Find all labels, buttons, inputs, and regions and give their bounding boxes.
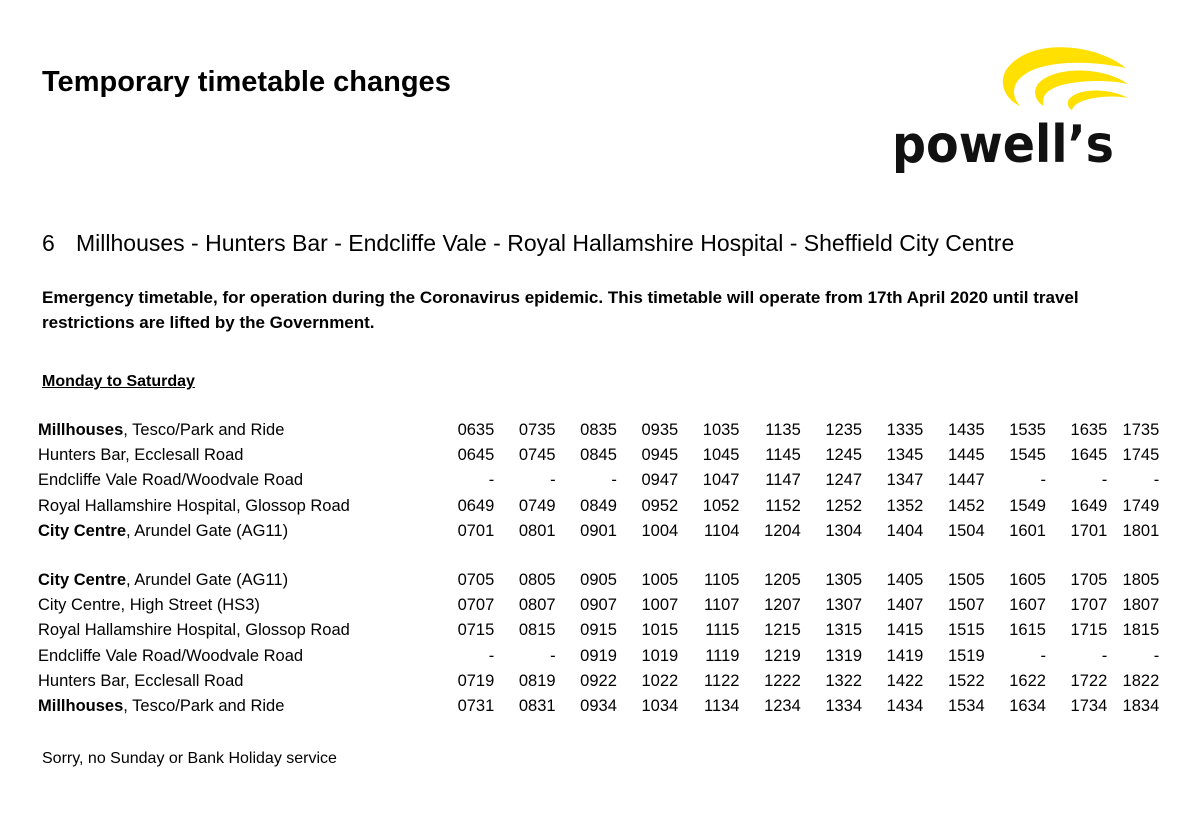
departure-time: 1504 (947, 521, 985, 540)
departure-time: 1407 (886, 596, 924, 615)
stop-name-bold: City Centre (38, 521, 127, 540)
route-header (42, 228, 1014, 258)
departure-time: 1034 (641, 697, 679, 716)
departure-time: 1335 (886, 421, 924, 439)
departure-time: 0935 (641, 421, 679, 439)
departure-time: 1207 (764, 596, 801, 615)
departure-time: 1005 (641, 571, 679, 589)
departure-time: - (1040, 471, 1046, 490)
departure-time: 1545 (1009, 446, 1046, 465)
stop-name (38, 593, 433, 618)
timetable-outbound (38, 418, 1159, 544)
departure-time: 1505 (947, 571, 985, 589)
departure-time: 0945 (641, 446, 679, 465)
departure-time: - (611, 471, 617, 490)
stop-name-text: City Centre, High Street (HS3) (38, 596, 260, 615)
timetable-row (38, 418, 1159, 443)
departure-time: 0749 (518, 496, 556, 515)
departure-time: 0807 (518, 596, 556, 615)
stop-name-bold: City Centre (38, 571, 127, 589)
departure-time: 1622 (1009, 671, 1046, 690)
route-description: Millhouses - Hunters Bar - Endcliffe Vale - Royal Hallamshire Hospital - Sheffield City Centre (76, 230, 1015, 256)
departure-time: 1634 (1009, 697, 1046, 716)
timetable-row (38, 618, 1159, 643)
departure-time: 0905 (580, 571, 617, 589)
departure-time: 1834 (1122, 697, 1160, 716)
departure-time: 1235 (825, 421, 863, 439)
timetable-row (38, 494, 1159, 519)
stop-name (38, 618, 433, 643)
departure-time: 1815 (1122, 621, 1160, 640)
departure-time: 1535 (1009, 421, 1046, 439)
departure-time: 1305 (825, 571, 863, 589)
departure-time: 0947 (641, 471, 679, 490)
departure-time: 0831 (518, 697, 556, 716)
departure-time: 0907 (580, 596, 617, 615)
departure-time: - (1040, 646, 1046, 665)
departure-time: - (1153, 471, 1160, 490)
powells-logo (888, 40, 1158, 180)
stop-name-text: Royal Hallamshire Hospital, Glossop Road (38, 496, 350, 515)
departure-time: 1152 (765, 496, 801, 515)
departure-time: 0719 (457, 671, 495, 690)
stop-name-text: , Arundel Gate (AG11) (126, 571, 289, 589)
stop-name (38, 669, 433, 694)
departure-time: 1522 (947, 671, 985, 690)
stop-name (38, 418, 433, 443)
departure-time: - (1101, 471, 1108, 490)
departure-time: 1707 (1070, 596, 1108, 615)
departure-time: 1345 (886, 446, 924, 465)
departure-time: 1807 (1122, 596, 1160, 615)
departure-time: 1052 (702, 496, 740, 515)
departure-time: 1347 (886, 471, 924, 490)
departure-time: 0919 (580, 646, 617, 665)
departure-time: 1015 (641, 621, 679, 640)
stop-name (38, 494, 433, 519)
departure-time: 1334 (825, 697, 863, 716)
departure-time: 1004 (641, 521, 679, 540)
departure-time: 1352 (886, 496, 924, 515)
departure-time: 1122 (704, 671, 740, 690)
departure-time: 1252 (825, 496, 863, 515)
departure-time: 0835 (580, 421, 617, 439)
departure-time: 1045 (702, 446, 740, 465)
timetable-inbound (38, 568, 1159, 719)
departure-time: 1422 (886, 671, 924, 690)
departure-time: 1047 (702, 471, 740, 490)
departure-time: 1507 (947, 596, 985, 615)
departure-time: 1734 (1070, 697, 1108, 716)
departure-time: - (1101, 646, 1108, 665)
departure-time: 1645 (1070, 446, 1108, 465)
departure-time: - (1153, 646, 1160, 665)
departure-time: 1615 (1009, 621, 1046, 640)
departure-time: 1445 (947, 446, 985, 465)
departure-time: 1715 (1070, 621, 1108, 640)
departure-time: 0635 (457, 421, 495, 439)
departure-time: 0645 (457, 446, 495, 465)
departure-time: 1415 (886, 621, 924, 640)
departure-time: - (550, 646, 556, 665)
stop-name (38, 568, 433, 593)
departure-time: 0707 (457, 596, 495, 615)
departure-time: 1701 (1070, 521, 1108, 540)
departure-time: 1134 (704, 697, 740, 716)
departure-time: 1145 (765, 446, 801, 465)
departure-time: 1419 (886, 646, 924, 665)
timetable-row (38, 593, 1159, 618)
stop-name (38, 519, 433, 544)
stop-name (38, 468, 433, 493)
departure-time: 0845 (580, 446, 617, 465)
departure-time: 0922 (580, 671, 617, 690)
departure-time: 1104 (704, 521, 740, 540)
departure-time: 0849 (580, 496, 617, 515)
timetable-row (38, 519, 1159, 544)
departure-time: 1805 (1122, 571, 1160, 589)
stop-name-text: , Arundel Gate (AG11) (126, 521, 289, 540)
stop-name-text: Hunters Bar, Ecclesall Road (38, 446, 244, 465)
route-number: 6 (42, 230, 55, 256)
departure-time: 1722 (1070, 671, 1108, 690)
departure-time: 1119 (705, 646, 740, 665)
stop-name-text: Royal Hallamshire Hospital, Glossop Road (38, 621, 350, 640)
departure-time: 1749 (1122, 496, 1160, 515)
departure-time: 1135 (765, 421, 801, 439)
departure-time: 1549 (1009, 496, 1046, 515)
departure-time: 1452 (947, 496, 985, 515)
stop-name-text: Hunters Bar, Ecclesall Road (38, 671, 244, 690)
stop-name-text: , Tesco/Park and Ride (123, 697, 285, 716)
departure-time: 1801 (1122, 521, 1160, 540)
departure-time: 1147 (765, 471, 801, 490)
stop-name-text: , Tesco/Park and Ride (123, 421, 285, 439)
departure-time: 1022 (641, 671, 679, 690)
departure-time: 1204 (764, 521, 801, 540)
departure-time: 0915 (580, 621, 617, 640)
departure-time: 1435 (947, 421, 985, 439)
departure-time: 1105 (704, 571, 740, 589)
departure-time: - (488, 471, 495, 490)
emergency-notice: Emergency timetable, for operation during the Coronavirus epidemic. This timetable will operate from 17th April 2020 until travel restrictions are lifted by the Government. (42, 288, 1079, 332)
departure-time: 1735 (1122, 421, 1160, 439)
departure-time: 1705 (1070, 571, 1108, 589)
departure-time: 1222 (764, 671, 801, 690)
departure-time: 1215 (764, 621, 801, 640)
stop-name-text: Endcliffe Vale Road/Woodvale Road (38, 471, 304, 490)
departure-time: 1304 (825, 521, 863, 540)
timetable-row (38, 568, 1159, 593)
departure-time: 1607 (1009, 596, 1046, 615)
departure-time: 1515 (947, 621, 985, 640)
timetable-row (38, 644, 1159, 669)
departure-time: 1247 (825, 471, 863, 490)
departure-time: 1405 (886, 571, 924, 589)
departure-time: 1115 (705, 621, 740, 640)
departure-time: 0901 (580, 521, 617, 540)
stop-name (38, 694, 433, 719)
departure-time: 0934 (580, 697, 617, 716)
departure-time: 1219 (764, 646, 801, 665)
departure-time: 0801 (518, 521, 556, 540)
departure-time: 0952 (641, 496, 679, 515)
departure-time: 0805 (518, 571, 556, 589)
departure-time: 1404 (886, 521, 924, 540)
departure-time: 1322 (825, 671, 863, 690)
stop-name (38, 443, 433, 468)
departure-time: 0701 (457, 521, 495, 540)
timetable-row (38, 468, 1159, 493)
stop-name-bold: Millhouses (38, 697, 124, 716)
departure-time: 1205 (764, 571, 801, 589)
departure-time: 1245 (825, 446, 863, 465)
departure-time: 0735 (518, 421, 556, 439)
departure-time: 1307 (825, 596, 863, 615)
departure-time: 1019 (641, 646, 679, 665)
days-heading: Monday to Saturday (42, 373, 195, 390)
stop-name-bold: Millhouses (38, 421, 124, 439)
departure-time: 0815 (518, 621, 556, 640)
departure-time: 1635 (1070, 421, 1108, 439)
departure-time: - (550, 471, 556, 490)
departure-time: 1447 (947, 471, 985, 490)
departure-time: 1035 (702, 421, 740, 439)
departure-time: 0705 (457, 571, 495, 589)
departure-time: 0745 (518, 446, 556, 465)
departure-time: 1745 (1122, 446, 1160, 465)
page-title: Temporary timetable changes (42, 66, 451, 98)
timetable-row (38, 669, 1159, 694)
departure-time: 1605 (1009, 571, 1046, 589)
departure-time: 1649 (1070, 496, 1108, 515)
departure-time: 0819 (518, 671, 556, 690)
logo-wordmark: powell’s (892, 115, 1114, 175)
departure-time: - (488, 646, 495, 665)
departure-time: 1319 (825, 646, 863, 665)
departure-time: 0649 (457, 496, 495, 515)
timetable-row (38, 694, 1159, 719)
departure-time: 1107 (704, 596, 740, 615)
departure-time: 0715 (457, 621, 495, 640)
stop-name-text: Endcliffe Vale Road/Woodvale Road (38, 646, 304, 665)
logo-swoosh-icon (1003, 47, 1128, 110)
departure-time: 1822 (1122, 671, 1160, 690)
departure-time: 0731 (457, 697, 495, 716)
stop-name (38, 644, 433, 669)
timetable-row (38, 443, 1159, 468)
departure-time: 1534 (947, 697, 985, 716)
departure-time: 1601 (1009, 521, 1046, 540)
departure-time: 1519 (947, 646, 985, 665)
departure-time: 1434 (886, 697, 924, 716)
departure-time: 1234 (764, 697, 801, 716)
departure-time: 1007 (641, 596, 679, 615)
departure-time: 1315 (825, 621, 863, 640)
footer-note: Sorry, no Sunday or Bank Holiday service (42, 750, 337, 767)
